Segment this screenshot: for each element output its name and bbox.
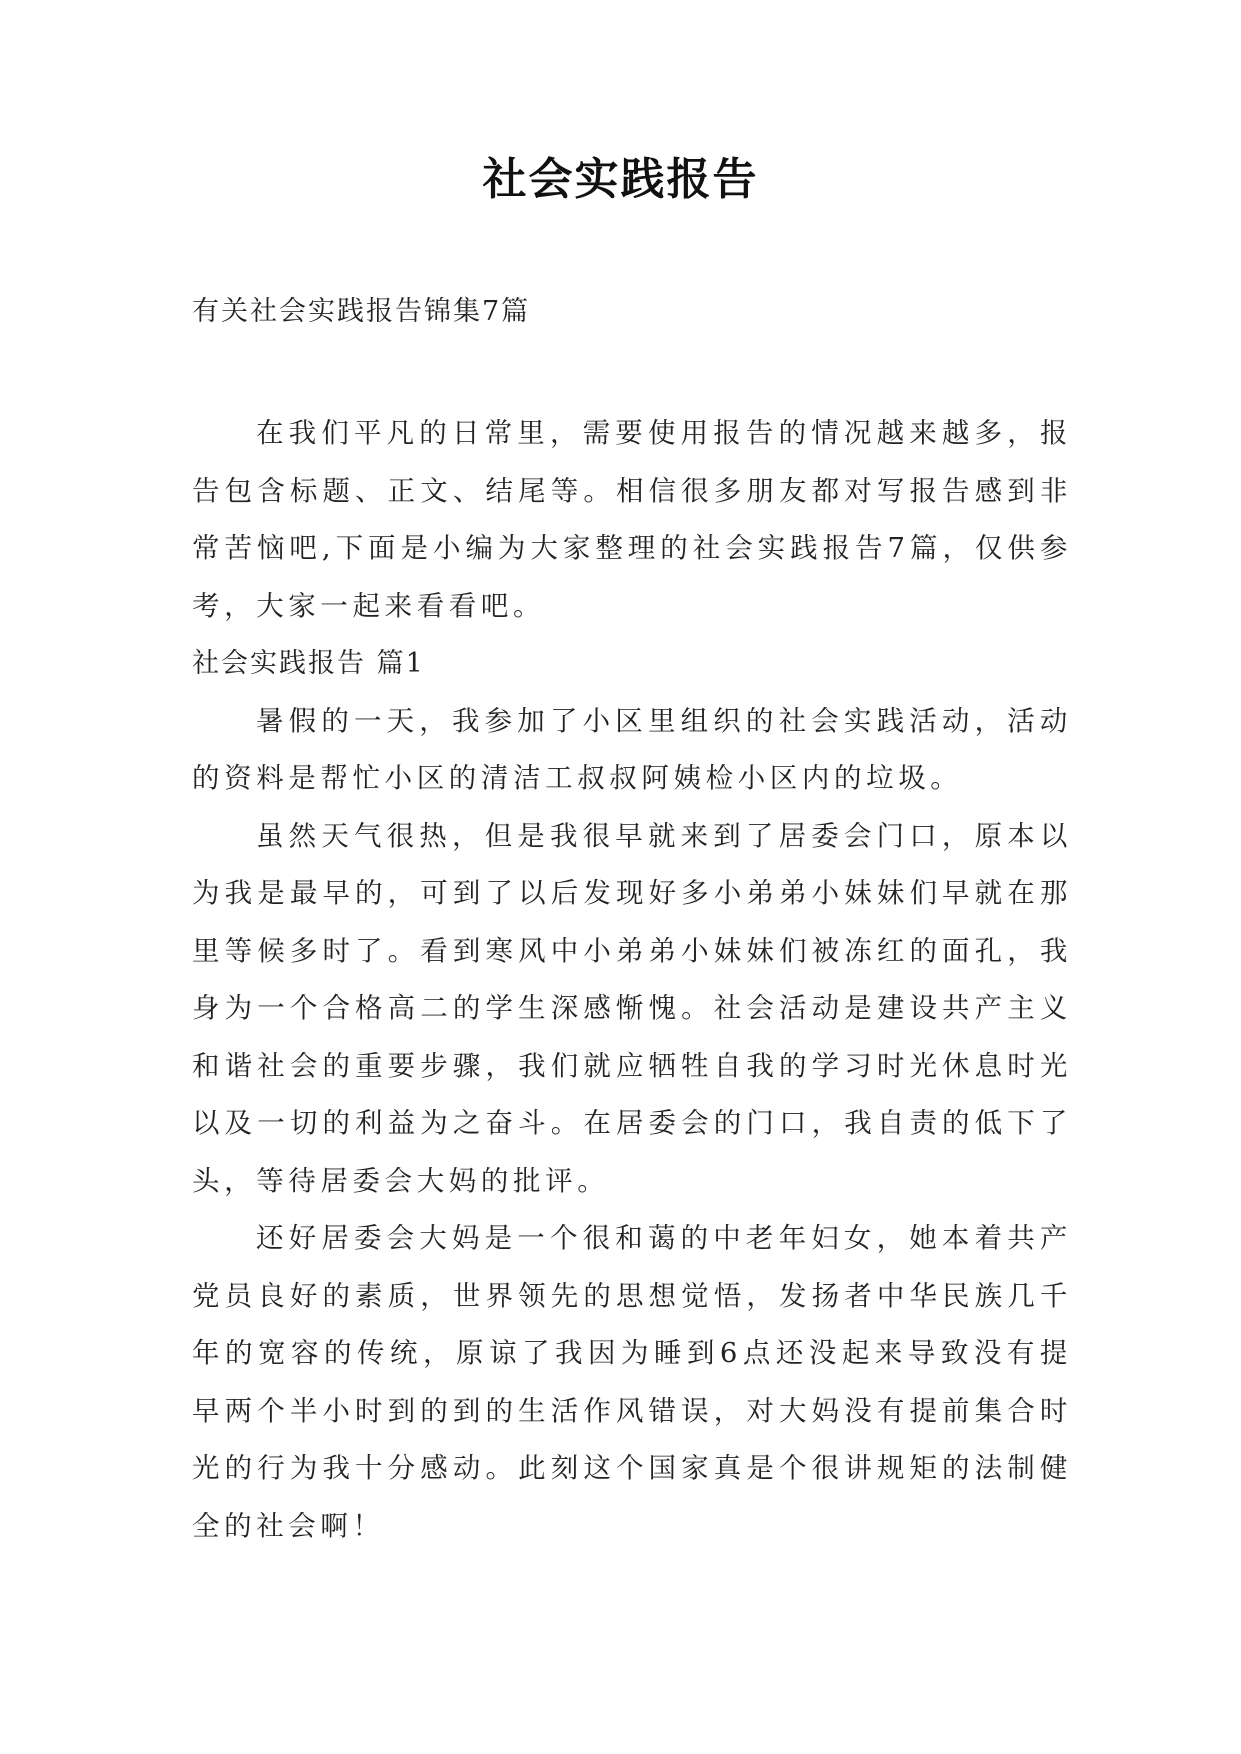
document-title: 社会实践报告 [482, 154, 759, 205]
section-heading: 社会实践报告 篇1 [192, 648, 425, 679]
body-paragraph: 虽然天气很热，但是我很早就来到了居委会门口，原本以为我是最早的，可到了以后发现好多小弟弟小妹妹们早就在那里等候多时了。看到寒风中小弟弟小妹妹们被冻红的面孔，我身为一个合格高二的学生深感惭愧。社会活动是建设共产主义和谐社会的重要步骤，我们就应牺牲自我的学习时光休息时光以及一切的利益为之奋斗。在居委会的门口，我自责的低下了头，等待居委会大妈的批评。 [192, 819, 1072, 1197]
document-subtitle: 有关社会实践报告锦集7篇 [192, 296, 531, 327]
document-body [192, 405, 1072, 1555]
body-paragraph: 还好居委会大妈是一个很和蔼的中老年妇女，她本着共产党员良好的素质，世界领先的思想觉悟，发扬者中华民族几千年的宽容的传统，原谅了我因为睡到6点还没起来导致没有提早两个半小时到的到的生活作风错误，对大妈没有提前集合时光的行为我十分感动。此刻这个国家真是个很讲规矩的法制健全的社会啊！ [192, 1222, 1072, 1542]
body-paragraph: 暑假的一天，我参加了小区里组织的社会实践活动，活动的资料是帮忙小区的清洁工叔叔阿姨检小区内的垃圾。 [192, 704, 1072, 794]
intro-paragraph: 在我们平凡的日常里，需要使用报告的情况越来越多，报告包含标题、正文、结尾等。相信很多朋友都对写报告感到非常苦恼吧,下面是小编为大家整理的社会实践报告7篇，仅供参考，大家一起来看看吧。 [192, 417, 1072, 622]
